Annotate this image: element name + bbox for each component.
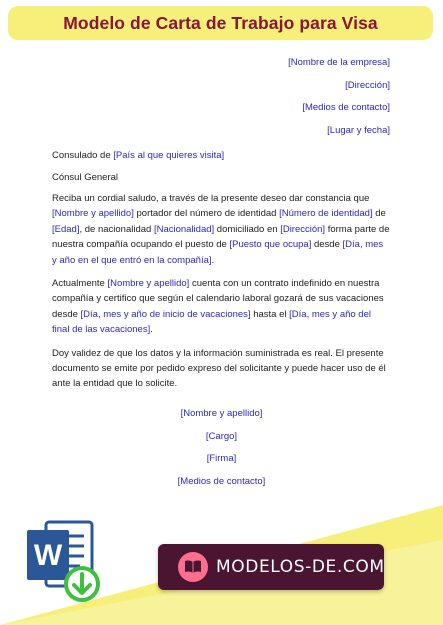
place-date-field: [Lugar y fecha] [327, 124, 390, 136]
company-name-field: [Nombre de la empresa] [288, 57, 390, 68]
address-field: [Dirección] [280, 223, 326, 235]
book-icon [178, 552, 208, 582]
signer-name-field: [Nombre y apellido] [180, 408, 263, 419]
brand-label: MODELOS-DE.COM [216, 557, 385, 577]
word-download-icon[interactable] [24, 518, 106, 606]
letter-document [52, 55, 390, 392]
nationality-field: [Nacionalidad] [153, 223, 215, 235]
modelos-de-brand-button[interactable] [158, 544, 384, 590]
recipient-block [52, 148, 390, 192]
address-field: [Dirección] [345, 79, 390, 91]
text-segment: . [150, 324, 153, 336]
text-segment: Reciba un cordial saludo, a través de la presente deseo dar constancia que [52, 193, 370, 204]
text-segment: Actualmente [52, 278, 108, 290]
text-segment: desde [311, 239, 343, 251]
sender-block [52, 55, 390, 145]
country-field: [País al que quieres visita] [113, 150, 225, 161]
signer-contact-field: [Medios de contacto] [177, 475, 266, 487]
text-segment: , de nacionalidad [79, 223, 154, 235]
name-field: [Nombre y apellido] [52, 208, 134, 220]
text-segment: de [372, 208, 386, 220]
age-field: [Edad] [52, 223, 80, 235]
text-segment: forma parte de nuestra compañía ocupando el puesto de [52, 223, 390, 251]
paragraph-2 [52, 276, 390, 338]
page-title: Modelo de Carta de Trabajo para Visa [63, 12, 378, 33]
id-number-field: [Número de identidad] [279, 208, 373, 220]
signer-position-field: [Cargo] [205, 430, 238, 442]
text-segment: hasta el [250, 308, 290, 320]
word-letter: W [33, 539, 63, 572]
contact-field: [Medios de contacto] [302, 102, 390, 113]
consul-label: Cónsul General [52, 172, 119, 183]
text-segment: domiciliado en [214, 223, 281, 235]
text-segment: . [211, 254, 215, 266]
job-position-field: [Puesto que ocupa] [229, 239, 312, 251]
text-segment: portador del número de identidad [133, 208, 280, 220]
text-segment: Doy validez de que los datos y la información suministrada es real. El presente documento se emite por pedido expreso del solicitante y puede hacer uso de él ante la entidad que lo solicite. [52, 347, 386, 390]
consulate-prefix: Consulado de [52, 150, 114, 161]
start-date-field: [Día, mes y año en el que entró en la compañía] [52, 239, 384, 266]
name-field: [Nombre y apellido] [107, 278, 190, 290]
paragraph-1 [52, 191, 390, 268]
title-banner [8, 6, 433, 40]
paragraph-3 [52, 346, 390, 392]
vacation-start-field: [Día, mes y año de inicio de vacaciones] [80, 308, 251, 320]
text-segment: cuenta con un contrato indefinido en nuestra compañía y certifico que según el calendario laboral gozará de sus vacaciones desde [52, 278, 384, 320]
signature-block [0, 406, 443, 496]
vacation-end-field: [Día, mes y año del final de las vacaciones] [52, 308, 371, 336]
signature-field: [Firma] [206, 453, 237, 464]
